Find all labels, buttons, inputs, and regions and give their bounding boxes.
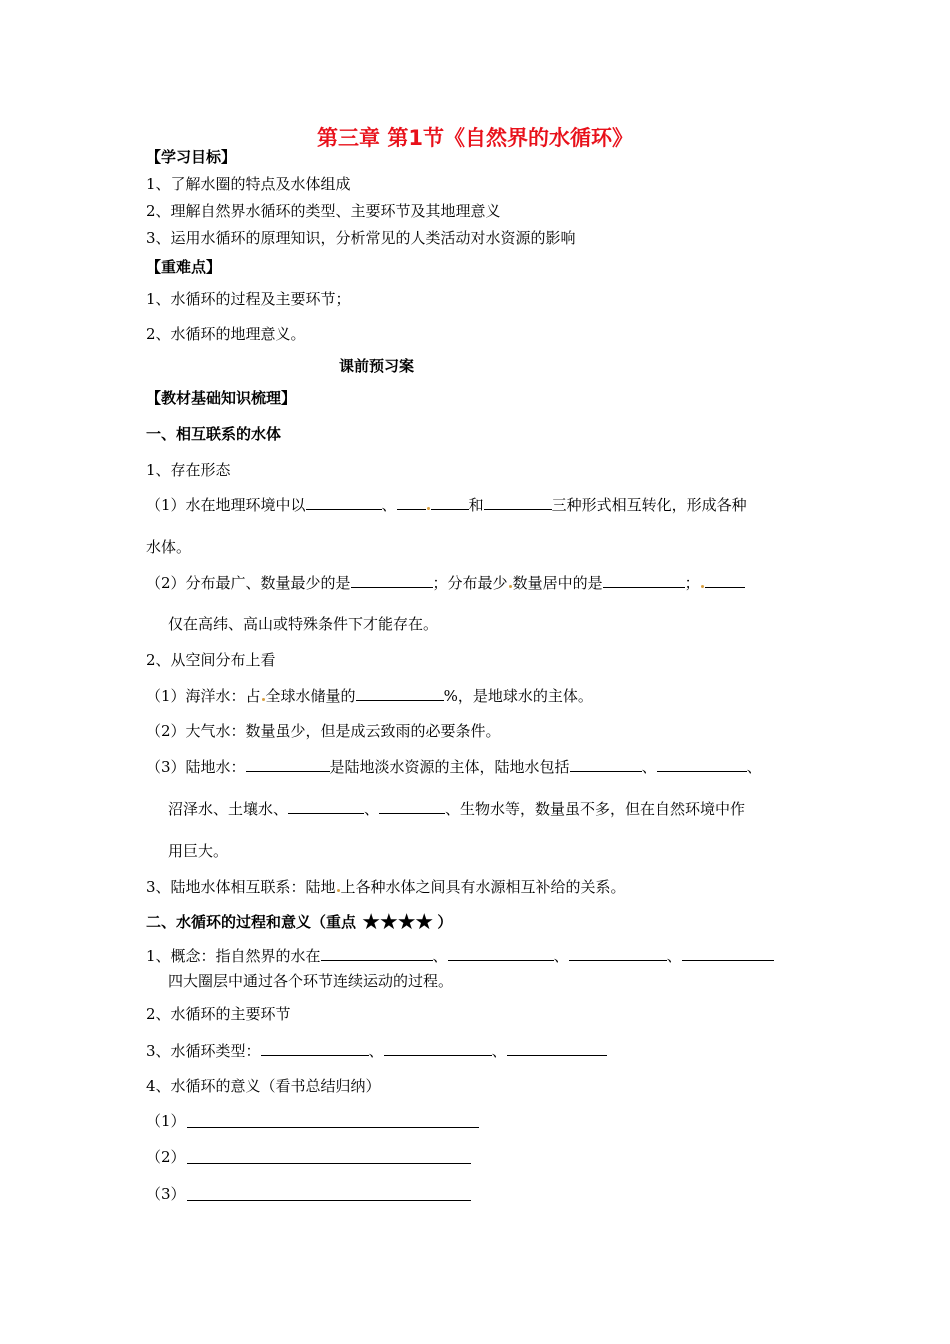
text: 、 [364,800,380,818]
fill-blank[interactable] [431,495,469,510]
fill-blank[interactable] [356,686,444,701]
preview-heading: 课前预习案 [339,357,415,375]
text: （3）陆地水： [146,758,246,776]
fill-blank[interactable] [321,946,433,961]
text: （2）分布最广、数量最少的是 [146,574,351,592]
sec2-c2: 2、水循环的主要环节 [146,1005,291,1023]
text: 三种形式相互转化，形成各种 [551,496,747,514]
fill-blank[interactable] [379,799,445,814]
sec2-c1-cont: 四大圈层中通过各个环节连续运动的过程。 [168,972,454,990]
text: 1、概念：指自然界的水在 [146,947,321,965]
key-heading: 【重难点】 [146,258,222,276]
answer-line[interactable] [187,1127,479,1128]
fill-blank[interactable] [705,573,745,588]
star-rating-icon: ★★★★ [361,910,433,935]
fill-blank[interactable] [569,946,667,961]
text: 数量居中的是 [512,574,603,592]
fill-blank[interactable] [288,799,364,814]
sec2-c1 [146,946,774,966]
fill-blank[interactable] [397,495,426,510]
goal-item: 3、运用水循环的原理知识，分析常见的人类活动对水资源的影响 [146,229,576,247]
sec2-c4: 4、水循环的意义（看书总结归纳） [146,1077,381,1095]
text: 、 [491,1042,507,1060]
text: ； [684,574,700,592]
text: %，是地球水的主体。 [443,687,593,705]
goal-item: 2、理解自然界水循环的类型、主要环节及其地理意义 [146,202,501,220]
goals-heading: 【学习目标】 [146,148,237,166]
text: ；分布最少 [432,574,508,592]
text: 、 [368,1042,384,1060]
fill-blank[interactable] [484,495,552,510]
answer-line[interactable] [187,1163,471,1164]
fill-blank[interactable] [682,946,774,961]
text: 和 [468,496,484,514]
sec1-p1-1 [146,495,747,515]
basics-heading: 【教材基础知识梳理】 [146,389,297,407]
sec1-p2: 2、从空间分布上看 [146,651,276,669]
text: 是陆地淡水资源的主体，陆地水包括 [329,758,570,776]
mark-dot [427,507,430,510]
sec1-p1-1-cont: 水体。 [146,538,192,556]
text: 全球水储量的 [265,687,356,705]
text: 、 [746,758,762,776]
fill-blank[interactable] [570,757,642,772]
sec1-p1-2-cont: 仅在高纬、高山或特殊条件下才能存在。 [168,615,439,633]
text: 、 [432,947,448,965]
mark-dot [701,585,704,588]
mark-dot [262,698,265,701]
fill-blank[interactable] [448,946,554,961]
text: ） [437,913,453,931]
key-point: 2、水循环的地理意义。 [146,325,306,343]
mark-dot [337,889,340,892]
text: 、 [553,947,569,965]
sec1-p2-3-end: 用巨大。 [168,842,229,860]
fill-blank[interactable] [507,1041,607,1056]
answer-label: （3） [146,1185,186,1203]
fill-blank[interactable] [246,757,330,772]
section1-heading: 一、相互联系的水体 [146,425,282,443]
text: 3、陆地水体相互联系：陆地 [146,878,336,896]
text: （1）水在地理环境中以 [146,496,306,514]
sec1-p2-3-cont [168,799,745,819]
fill-blank[interactable] [351,573,433,588]
answer-line[interactable] [187,1200,471,1201]
sec1-p3 [146,877,626,897]
sec1-p1: 1、存在形态 [146,461,231,479]
fill-blank[interactable] [261,1041,369,1056]
text: 、生物水等，数量虽不多，但在自然环境中作 [445,800,746,818]
text: 、 [381,496,397,514]
mark-dot [509,585,512,588]
page-title: 第三章 第1节《自然界的水循环》 [317,126,633,150]
fill-blank[interactable] [306,495,382,510]
section2-heading [146,912,452,933]
goal-item: 1、了解水圈的特点及水体组成 [146,175,351,193]
fill-blank[interactable] [657,757,747,772]
text: 3、水循环类型： [146,1042,261,1060]
fill-blank[interactable] [384,1041,492,1056]
sec2-c3 [146,1041,607,1061]
text: 、 [666,947,682,965]
sec1-p2-2: （2）大气水：数量虽少，但是成云致雨的必要条件。 [146,722,501,740]
key-point: 1、水循环的过程及主要环节； [146,290,351,308]
text: 、 [641,758,657,776]
fill-blank[interactable] [603,573,685,588]
text: 上各种水体之间具有水源相互补给的关系。 [340,878,626,896]
text: 二、水循环的过程和意义（重点 [146,913,357,931]
sec1-p2-1 [146,686,593,706]
text: 沼泽水、土壤水、 [168,800,289,818]
sec1-p2-3 [146,757,762,777]
answer-label: （2） [146,1148,186,1166]
text: （1）海洋水：占 [146,687,261,705]
answer-label: （1） [146,1112,186,1130]
sec1-p1-2 [146,573,745,593]
